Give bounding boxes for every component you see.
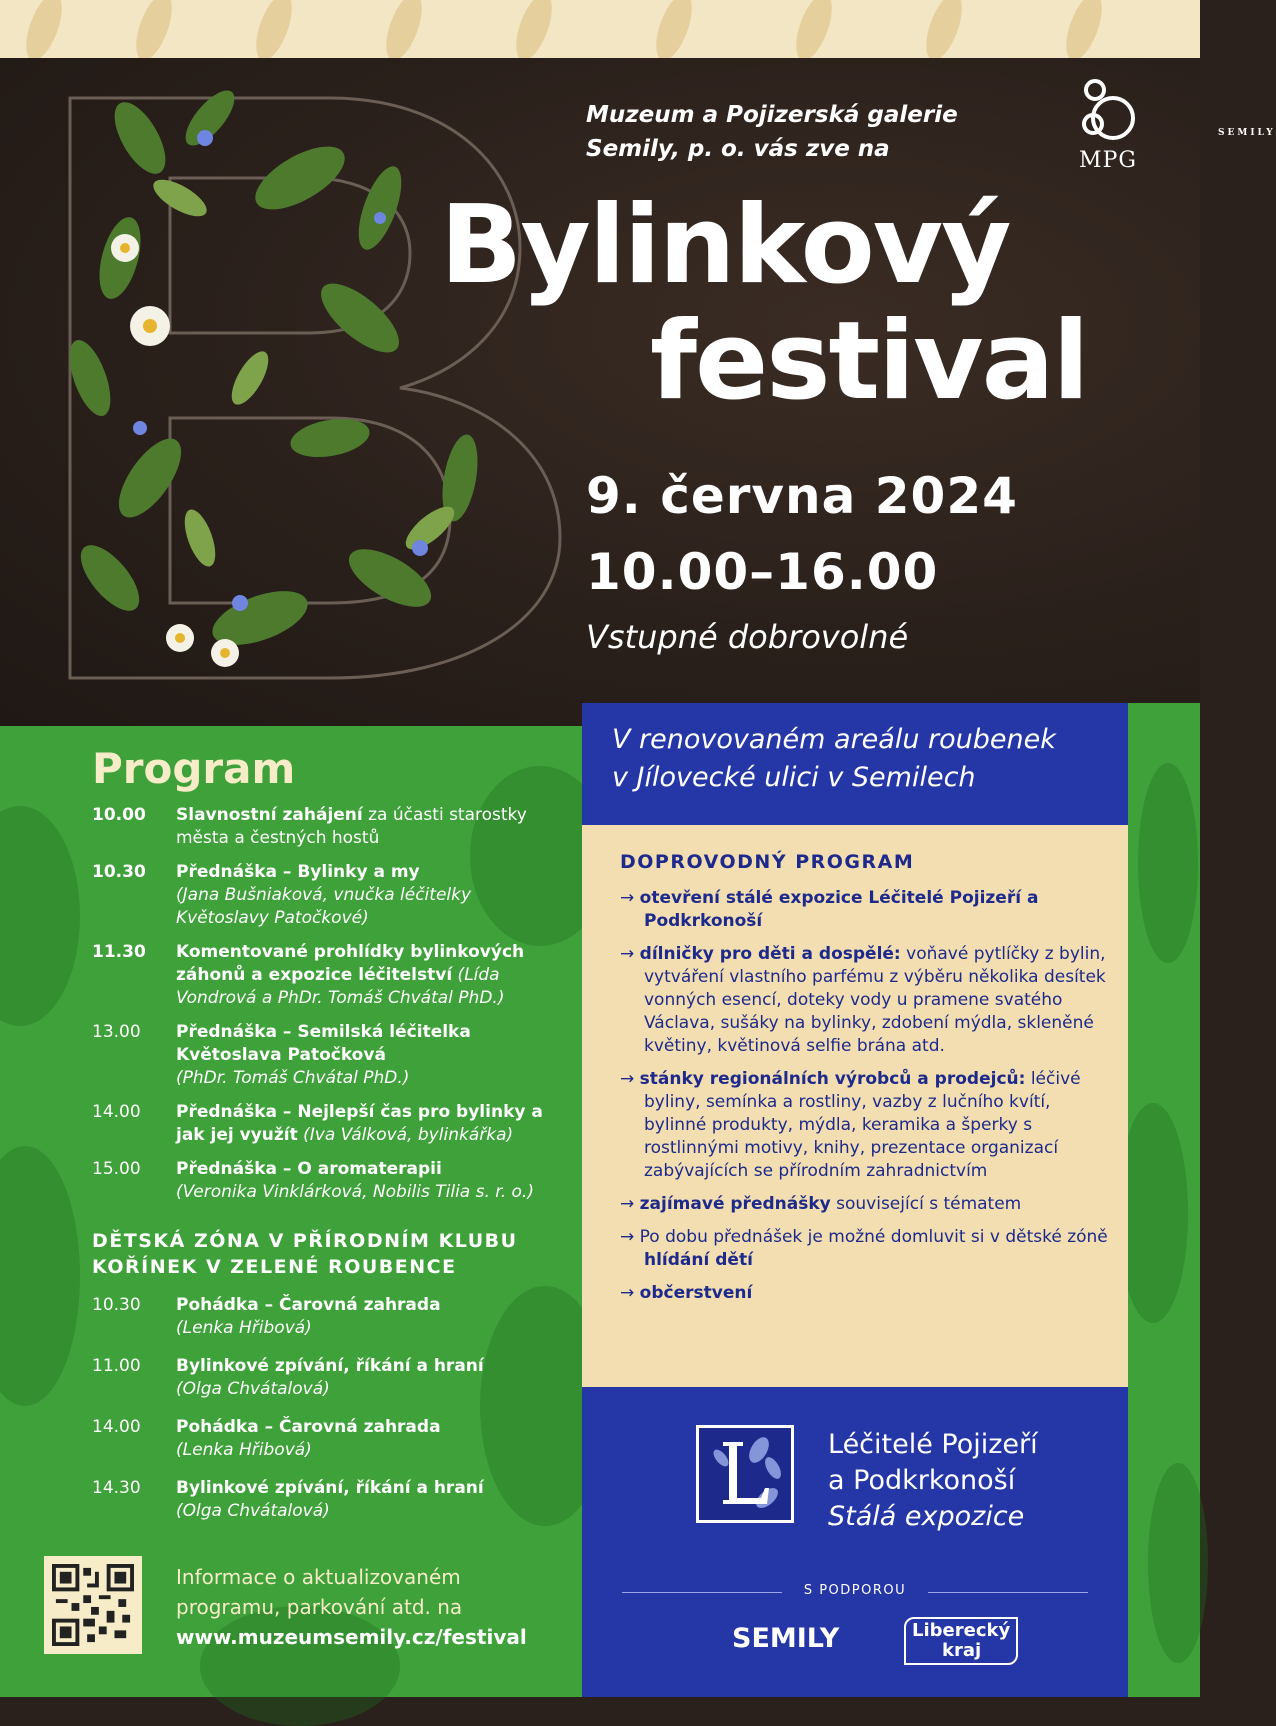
schedule-row — [92, 941, 562, 1010]
schedule-speaker: (Veronika Vinklárková, Nobilis Tilia s. r. o.) — [176, 1182, 534, 1202]
kids-time: 10.30 — [92, 1295, 141, 1315]
schedule-row — [92, 861, 562, 930]
program-title: Program — [92, 744, 296, 793]
support-label: S PODPOROU — [803, 1583, 907, 1598]
schedule-speaker: (Iva Válková, bylinkářka) — [297, 1125, 514, 1145]
kids-time: 11.00 — [92, 1356, 141, 1376]
side-program-item: → zajímavé přednášky související s tématem — [620, 1194, 1022, 1214]
exhibit-banner — [582, 1387, 1128, 1571]
sponsor-liberecky-kraj-logo — [904, 1617, 1018, 1665]
exhibit-line-1: Léčitelé Pojizeří — [828, 1429, 1038, 1460]
kids-speaker: (Olga Chvátalová) — [176, 1501, 330, 1521]
schedule-row — [92, 804, 562, 850]
schedule-time: 15.00 — [92, 1159, 141, 1179]
hero-banner — [0, 58, 1276, 726]
side-program-item: → občerstvení — [620, 1283, 753, 1303]
kids-row — [92, 1416, 562, 1462]
sponsor-2-line-2: kraj — [942, 1640, 982, 1661]
schedule-row — [92, 1021, 562, 1090]
admission-note: Vstupné dobrovolné — [586, 618, 909, 656]
venue-line-2: v Jílovecké ulici v Semilech — [612, 762, 976, 793]
festival-url-link[interactable]: www.muzeumsemily.cz/festival — [176, 1625, 527, 1649]
schedule-title: Přednáška – Bylinky a my — [176, 862, 420, 882]
schedule-row — [92, 1158, 562, 1204]
kids-zone-title — [92, 1228, 518, 1280]
sponsor-2-line-1: Liberecký — [912, 1620, 1011, 1641]
event-datetime — [586, 458, 1018, 610]
side-program-item: → otevření stálé expozice Léčitelé Pojizeří a Podkrkonoší — [620, 888, 1039, 931]
mpg-logo — [1068, 76, 1276, 206]
mpg-logo-icon — [1073, 76, 1143, 146]
right-decorative-strip — [1128, 703, 1200, 1697]
schedule-title: Slavnostní zahájení — [176, 805, 363, 825]
mpg-logo-sub: SEMILY — [1218, 128, 1276, 138]
schedule-time: 10.00 — [92, 805, 146, 825]
schedule-title: Komentované prohlídky bylinkových záhonů a expozice léčitelství — [176, 942, 525, 985]
schedule-time: 11.30 — [92, 942, 146, 962]
festival-title — [440, 183, 1088, 424]
schedule-title: Přednáška – Nejlepší čas pro bylinky a jak jej využít — [176, 1102, 543, 1145]
support-footer — [582, 1571, 1128, 1697]
venue-line-1: V renovovaném areálu roubenek — [612, 724, 1056, 755]
schedule-detail: za účasti starostky města a čestných hostů — [176, 805, 527, 848]
schedule-speaker: (Jana Bušniaková, vnučka léčitelky Květoslavy Patočkové) — [176, 885, 472, 928]
kids-speaker: (Lenka Hřibová) — [176, 1318, 312, 1338]
schedule-time: 10.30 — [92, 862, 146, 882]
kids-zone-title-line-2: KOŘÍNEK V ZELENÉ ROUBENCE — [92, 1256, 457, 1278]
side-program-item: → Po dobu přednášek je možné domluvit si v dětské zóně hlídání dětí — [620, 1227, 1108, 1270]
venue-banner — [582, 703, 1128, 825]
event-time: 10.00–16.00 — [586, 543, 939, 601]
exhibit-text — [828, 1427, 1038, 1535]
kids-schedule — [92, 1294, 562, 1538]
kids-speaker: (Lenka Hřibová) — [176, 1440, 312, 1460]
kids-speaker: (Olga Chvátalová) — [176, 1379, 330, 1399]
qr-code-icon — [52, 1564, 134, 1646]
kids-zone-title-line-1: DĚTSKÁ ZÓNA V PŘÍRODNÍM KLUBU — [92, 1230, 518, 1252]
invitation-text — [586, 98, 958, 166]
schedule-row — [92, 1101, 562, 1147]
side-program-title: DOPROVODNÝ PROGRAM — [620, 851, 915, 873]
schedule-time: 13.00 — [92, 1022, 141, 1042]
kids-title: Pohádka – Čarovná zahrada — [176, 1417, 441, 1437]
schedule-title: Přednáška – O aromaterapii — [176, 1159, 442, 1179]
kids-row — [92, 1477, 562, 1523]
schedule-title: Přednáška – Semilská léčitelka Květoslava Patočková — [176, 1022, 471, 1065]
letter-l-herbal-icon — [699, 1428, 791, 1520]
mpg-logo-name: MPG — [1079, 148, 1137, 173]
schedule-speaker: (Lída Vondrová a PhDr. Tomáš Chvátal PhD.) — [176, 965, 505, 1008]
schedule-speaker: (PhDr. Tomáš Chvátal PhD.) — [176, 1068, 410, 1088]
title-line-2: festival — [650, 299, 1088, 424]
kids-title: Bylinkové zpívání, říkání a hraní — [176, 1478, 484, 1498]
top-decorative-strip — [0, 0, 1200, 58]
kids-title: Bylinkové zpívání, říkání a hraní — [176, 1356, 484, 1376]
exhibit-line-3: Stálá expozice — [828, 1501, 1025, 1532]
side-program-item: → dílničky pro děti a dospělé: voňavé pytlíčky z bylin, vytváření vlastního parfému z výběru několika desítek vonných esencí, doteky vody u pramene svatého Václava, sušáky na bylinky, zdobení mýdla, skleněné květiny, květinová selfie brána atd. — [620, 944, 1106, 1056]
schedule-time: 14.00 — [92, 1102, 141, 1122]
program-schedule — [92, 804, 562, 1215]
exhibit-logo — [696, 1425, 794, 1523]
sponsor-semily-logo: SEMILY — [732, 1623, 840, 1654]
event-date: 9. června 2024 — [586, 467, 1018, 525]
info-line-1: Informace o aktualizovaném — [176, 1565, 461, 1589]
qr-code[interactable] — [44, 1556, 142, 1654]
info-line-2: programu, parkování atd. na — [176, 1595, 463, 1619]
exhibit-line-2: a Podkrkonoší — [828, 1465, 1016, 1496]
kids-time: 14.00 — [92, 1417, 141, 1437]
kids-time: 14.30 — [92, 1478, 141, 1498]
title-line-1: Bylinkový — [440, 183, 1010, 308]
side-program-item: → stánky regionálních výrobců a prodejců: léčivé byliny, semínka a rostliny, vazby z lučního kvítí, bylinné produkty, mýdla, keramika a šperky s rostlinnými motivy, knihy, prezentace organizací zabývajících se přírodním zahradnictvím — [620, 1069, 1081, 1181]
kids-title: Pohádka – Čarovná zahrada — [176, 1295, 441, 1315]
kids-row — [92, 1294, 562, 1340]
program-panel — [0, 726, 582, 1697]
kids-row — [92, 1355, 562, 1401]
invitation-line-1: Muzeum a Pojizerská galerie — [586, 102, 958, 128]
side-program-panel — [582, 825, 1128, 1387]
invitation-line-2: Semily, p. o. vás zve na — [586, 136, 890, 162]
info-text — [176, 1562, 527, 1652]
